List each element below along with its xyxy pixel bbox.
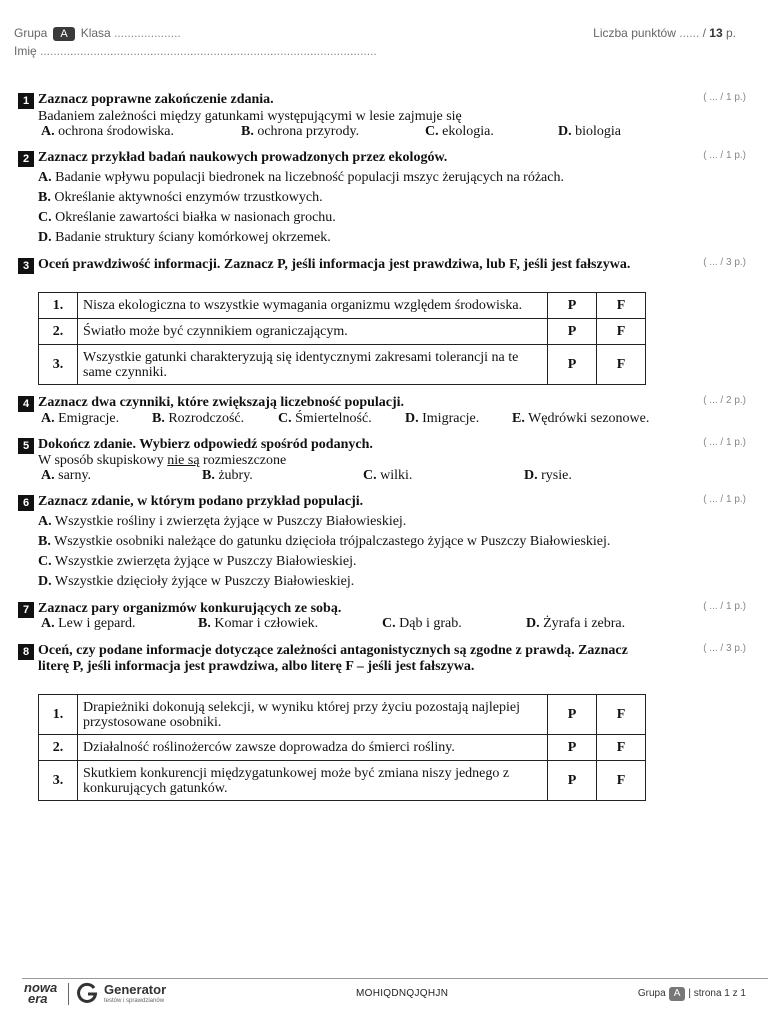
true-option[interactable]: P — [548, 735, 597, 761]
question-points: ( ... / 3 p.) — [703, 643, 746, 654]
class-field[interactable]: .................... — [114, 26, 181, 40]
row-number: 3. — [39, 345, 78, 385]
false-option[interactable]: F — [597, 293, 646, 319]
question-points: ( ... / 3 p.) — [703, 257, 746, 268]
row-number: 3. — [39, 761, 78, 801]
question-4 — [18, 395, 748, 429]
question-stem: Badaniem zależności między gatunkami występującymi w lesie zajmuje się — [38, 109, 462, 124]
points-unit: p. — [725, 26, 736, 40]
answer-option-a[interactable]: A. Badanie wpływu populacji biedronek na liczebność populacji mszyc żerujących na różach. — [38, 170, 564, 185]
question-points: ( ... / 1 p.) — [703, 150, 746, 161]
question-1 — [18, 92, 748, 140]
question-stem: W sposób skupiskowy nie są rozmieszczone — [38, 453, 287, 468]
footer-group-label: Grupa — [637, 988, 666, 999]
question-number: 8 — [18, 644, 34, 660]
statement-text: Światło może być czynnikiem ograniczającym. — [78, 319, 548, 345]
answer-option-d[interactable]: D. Żyrafa i zebra. — [526, 616, 626, 631]
question-number: 6 — [18, 495, 34, 511]
question-number: 7 — [18, 602, 34, 618]
true-option[interactable]: P — [548, 695, 597, 735]
answer-option-e[interactable]: E. Wędrówki sezonowe. — [512, 411, 650, 426]
false-option[interactable]: F — [597, 735, 646, 761]
question-6 — [18, 494, 748, 592]
question-points: ( ... / 2 p.) — [703, 395, 746, 406]
answer-option-b[interactable]: B. żubry. — [202, 468, 253, 483]
statement-text: Skutkiem konkurencji międzygatunkowej może być zmiana niszy jednego z konkurujących gatunków. — [78, 761, 548, 801]
question-title: Zaznacz poprawne zakończenie zdania. — [38, 92, 274, 107]
false-option[interactable]: F — [597, 695, 646, 735]
statement-text: Nisza ekologiczna to wszystkie wymagania organizmu względem środowiska. — [78, 293, 548, 319]
answer-option-d[interactable]: D. Badanie struktury ściany komórkowej okrzemek. — [38, 230, 331, 245]
table-row — [39, 695, 646, 735]
question-number: 4 — [18, 396, 34, 412]
points-max: 13 — [709, 26, 723, 40]
class-label: Klasa — [80, 26, 111, 40]
answer-option-a[interactable]: A. Lew i gepard. — [41, 616, 136, 631]
table-row — [39, 345, 646, 385]
question-number: 1 — [18, 93, 34, 109]
true-option[interactable]: P — [548, 293, 597, 319]
question-points: ( ... / 1 p.) — [703, 601, 746, 612]
answer-option-b[interactable]: B. Określanie aktywności enzymów trzustkowych. — [38, 190, 323, 205]
answer-option-a[interactable]: A. ochrona środowiska. — [41, 124, 174, 139]
answer-option-b[interactable]: B. Komar i człowiek. — [198, 616, 319, 631]
answer-option-c[interactable]: C. Dąb i grab. — [382, 616, 462, 631]
answer-option-b[interactable]: B. Wszystkie osobniki należące do gatunku dzięcioła trójpalczastego żyjące w Puszczy Białowieskiej. — [38, 534, 611, 549]
answer-option-c[interactable]: C. ekologia. — [425, 124, 494, 139]
answer-option-d[interactable]: D. Wszystkie dzięcioły żyjące w Puszczy Białowieskiej. — [38, 574, 355, 589]
question-points: ( ... / 1 p.) — [703, 437, 746, 448]
points-field[interactable]: ...... — [679, 26, 700, 40]
answer-option-c[interactable]: C. Śmiertelność. — [278, 411, 372, 426]
group-badge: A — [53, 27, 74, 41]
question-2 — [18, 150, 748, 248]
answer-option-b[interactable]: B. ochrona przyrody. — [241, 124, 360, 139]
question-8 — [18, 643, 748, 679]
table-row — [39, 293, 646, 319]
question-points: ( ... / 1 p.) — [703, 92, 746, 103]
false-option[interactable]: F — [597, 761, 646, 801]
footer-group-badge: A — [669, 987, 686, 1001]
question-title: Zaznacz zdanie, w którym podano przykład populacji. — [38, 494, 364, 509]
header-name — [14, 44, 377, 58]
question-points: ( ... / 1 p.) — [703, 494, 746, 505]
name-field[interactable]: ..................................................................................................... — [40, 44, 377, 58]
row-number: 2. — [39, 319, 78, 345]
false-option[interactable]: F — [597, 319, 646, 345]
answer-option-b[interactable]: B. Rozrodczość. — [152, 411, 245, 426]
question-title-line-2: literę P, jeśli informacja jest prawdziwa, albo literę F – jeśli jest fałszywa. — [38, 659, 475, 674]
answer-option-c[interactable]: C. wilki. — [363, 468, 413, 483]
generator-subtitle: testów i sprawdzianów — [104, 998, 165, 1004]
group-label: Grupa — [14, 26, 48, 40]
test-code: MOHIQDNQJQHJN — [356, 988, 449, 999]
question-title: Zaznacz dwa czynniki, które zwiększają liczebność populacji. — [38, 395, 405, 410]
true-false-table-q3 — [38, 292, 646, 385]
header-group-class — [14, 26, 181, 41]
question-title-line-1: Oceń, czy podane informacje dotyczące zależności antagonistycznych są zgodne z prawdą. Zaznacz — [38, 643, 628, 658]
generator-logo-icon — [76, 982, 98, 1004]
answer-option-a[interactable]: A. sarny. — [41, 468, 92, 483]
table-row — [39, 735, 646, 761]
false-option[interactable]: F — [597, 345, 646, 385]
answer-option-d[interactable]: D. biologia — [558, 124, 622, 139]
question-number: 2 — [18, 151, 34, 167]
statement-text: Działalność roślinożerców zawsze doprowadza do śmierci rośliny. — [78, 735, 548, 761]
question-title: Zaznacz pary organizmów konkurujących ze sobą. — [38, 601, 342, 616]
logo-separator — [68, 983, 69, 1005]
answer-option-d[interactable]: D. rysie. — [524, 468, 572, 483]
answer-option-d[interactable]: D. Imigracje. — [405, 411, 480, 426]
question-title: Zaznacz przykład badań naukowych prowadzonych przez ekologów. — [38, 150, 448, 165]
footer-divider — [22, 978, 768, 979]
table-row — [39, 761, 646, 801]
statement-text: Wszystkie gatunki charakteryzują się identycznymi zakresami tolerancji na te same czynniki. — [78, 345, 548, 385]
points-label: Liczba punktów — [593, 26, 676, 40]
generator-title: Generator — [104, 982, 167, 997]
answer-option-a[interactable]: A. Wszystkie rośliny i zwierzęta żyjące w Puszczy Białowieskiej. — [38, 514, 407, 529]
header-points — [593, 26, 736, 40]
question-5 — [18, 437, 748, 485]
question-title: Oceń prawdziwość informacji. Zaznacz P, jeśli informacja jest prawdziwa, lub F, jeśli jest fałszywa. — [38, 257, 631, 272]
question-number: 3 — [18, 258, 34, 274]
question-title: Dokończ zdanie. Wybierz odpowiedź spośród podanych. — [38, 437, 373, 452]
points-sep: / — [702, 26, 706, 40]
page-number: | strona 1 z 1 — [688, 988, 746, 999]
answer-option-a[interactable]: A. Emigracje. — [41, 411, 120, 426]
table-row — [39, 319, 646, 345]
question-number: 5 — [18, 438, 34, 454]
true-false-table-q8 — [38, 694, 646, 801]
true-option[interactable]: P — [548, 345, 597, 385]
question-3 — [18, 257, 748, 277]
answer-option-c[interactable]: C. Określanie zawartości białka w nasionach grochu. — [38, 210, 336, 225]
row-number: 1. — [39, 293, 78, 319]
page-info — [638, 987, 746, 1001]
true-option[interactable]: P — [548, 319, 597, 345]
row-number: 2. — [39, 735, 78, 761]
true-option[interactable]: P — [548, 761, 597, 801]
question-7 — [18, 601, 748, 635]
nowa-era-logo: nowa era — [24, 980, 58, 1006]
row-number: 1. — [39, 695, 78, 735]
name-label: Imię — [14, 44, 37, 58]
statement-text: Drapieżniki dokonują selekcji, w wyniku której przy życiu pozostają najlepiej przystosowane osobniki. — [78, 695, 548, 735]
answer-option-c[interactable]: C. Wszystkie zwierzęta żyjące w Puszczy Białowieskiej. — [38, 554, 357, 569]
